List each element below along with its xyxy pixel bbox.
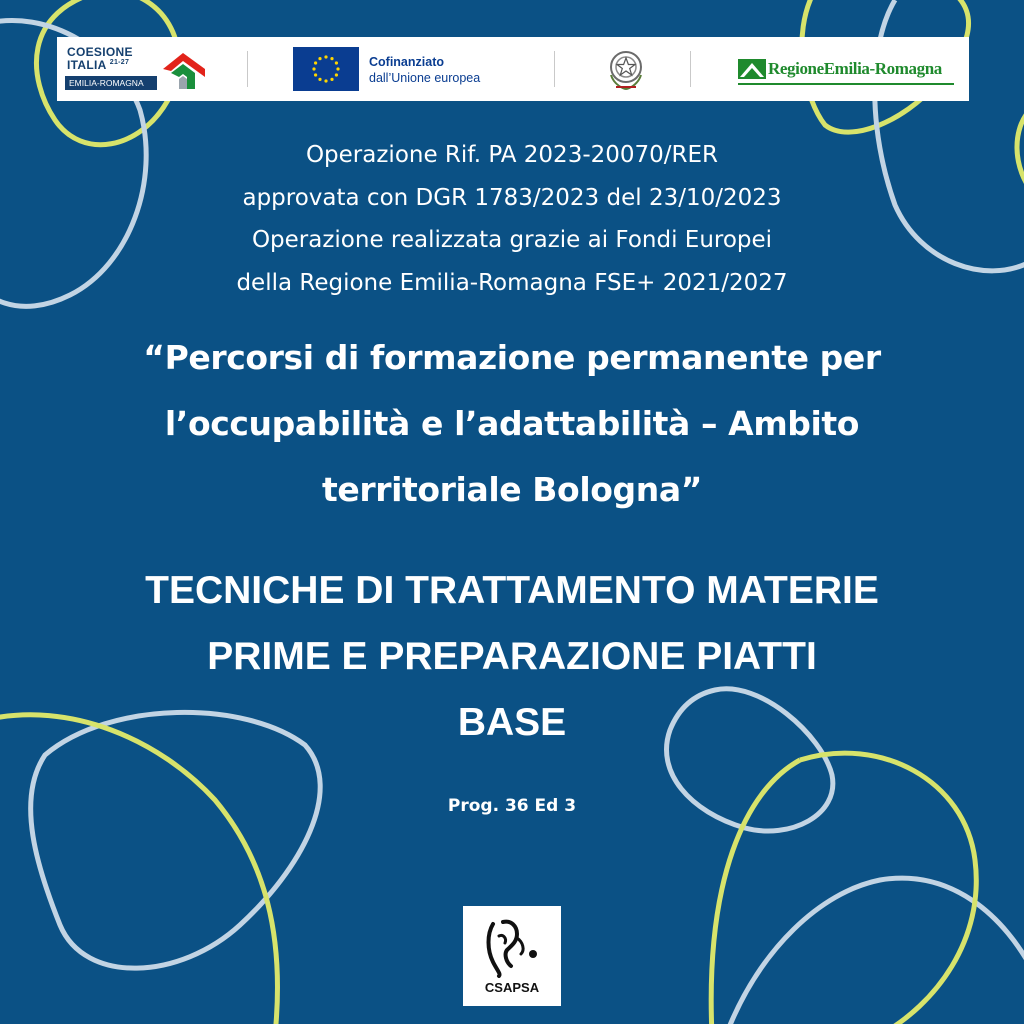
coesione-years: 21-27 — [109, 59, 130, 66]
logo-separator — [247, 51, 248, 87]
title-line-3: territoriale Bologna” — [322, 470, 702, 509]
logo-separator — [554, 51, 555, 87]
title-line-1: “Percorsi di formazione permanente per — [143, 338, 881, 377]
coesione-line1: COESIONE — [67, 45, 133, 59]
coesione-mark-icon — [161, 47, 207, 91]
logo-separator — [690, 51, 691, 87]
region-name: RegioneEmilia-Romagna — [768, 59, 942, 78]
course-line-2: PRIME E PREPARAZIONE PIATTI — [207, 635, 817, 678]
csapsa-name: CSAPSA — [484, 980, 540, 995]
coesione-band: EMILIA-ROMAGNA — [65, 76, 157, 90]
logo-bar — [57, 37, 969, 101]
eu-flag-icon — [293, 47, 359, 91]
title-line-2: l’occupabilità e l’adattabilità – Ambito — [164, 404, 860, 443]
coesione-italia-text: ITALIA — [67, 58, 107, 72]
eu-line2: dall’Unione europea — [369, 71, 481, 85]
curve-right-edge-yellow — [1017, 105, 1024, 195]
region-underline — [738, 83, 954, 85]
info-line-2: approvata con DGR 1783/2023 del 23/10/2023 — [242, 184, 782, 211]
curve-bottom-right-blue-2 — [728, 878, 1024, 1024]
eu-line1: Cofinanziato — [369, 55, 444, 69]
course-title — [12, 558, 1012, 756]
csapsa-logo — [463, 906, 561, 1006]
info-line-3: Operazione realizzata grazie ai Fondi Europei — [251, 227, 773, 253]
project-title — [8, 325, 1016, 523]
course-line-1: TECNICHE DI TRATTAMENTO MATERIE — [145, 569, 879, 612]
coesione-line2 — [67, 58, 129, 72]
coesione-italia-logo — [65, 44, 210, 94]
italian-republic-emblem-icon — [602, 45, 650, 93]
csapsa-logo-icon — [477, 916, 547, 978]
eu-cofunding-text — [369, 54, 480, 86]
program-code: Prog. 36 Ed 3 — [447, 796, 577, 816]
operation-info — [60, 134, 964, 304]
course-line-3: BASE — [457, 701, 567, 744]
region-flag-icon — [738, 59, 766, 79]
info-line-1: Operazione Rif. PA 2023-20070/RER — [305, 142, 719, 168]
info-line-4: della Regione Emilia-Romagna FSE+ 2021/2027 — [236, 269, 788, 296]
